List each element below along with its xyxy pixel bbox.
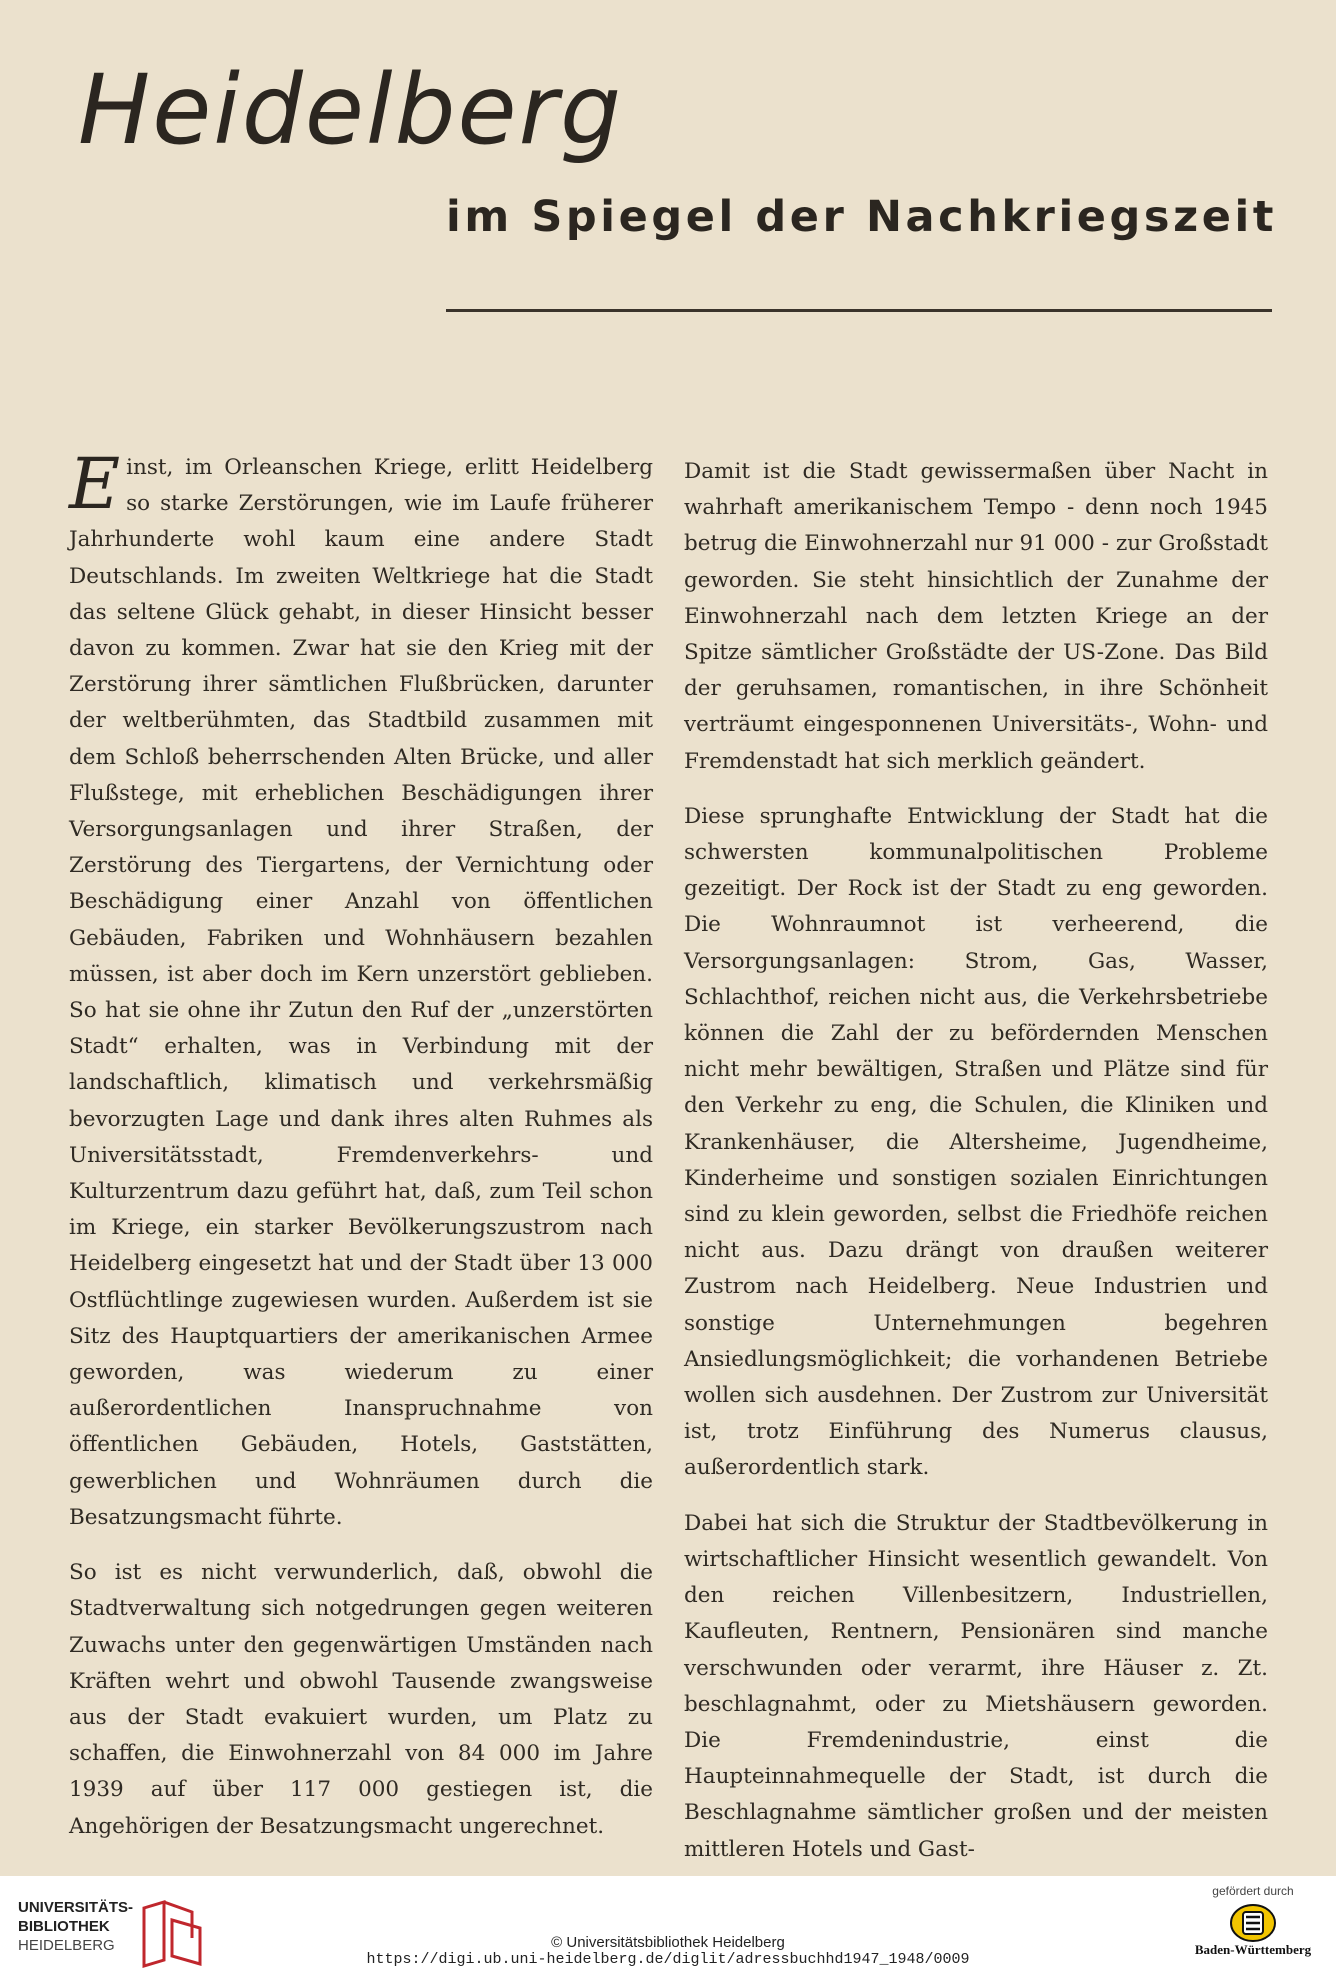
drop-cap: E: [69, 443, 121, 525]
right-column: [684, 454, 1268, 1887]
library-logo-text: UNIVERSITÄTS- BIBLIOTHEK HEIDELBERG: [18, 1899, 134, 1954]
paragraph: Dabei hat sich die Struktur der Stadtbevölkerung in wirtschaftlicher Hinsicht wesentlich gewandelt. Von den reichen Villenbesitzern, Industriellen, Kaufleuten, Rentnern, Pensionären sind manche verschwunden oder verarmt, ihre Häuser z. Zt. beschlagnahmt, oder zu Mietshäusern geworden. Die Fremdenindustrie, einst die Haupteinnahmequelle der Stadt, ist durch die Beschlagnahme sämtlicher großen und der meisten mittleren Hotels und Gast-: [684, 1510, 1268, 1862]
paragraph-text: inst, im Orleanschen Kriege, erlitt Heidelberg so starke Zerstörungen, wie im Laufe früherer Jahrhunderte wohl kaum eine andere Stadt Deutschlands. Im zweiten Weltkriege hat die Stadt das seltene Glück gehabt, in dieser Hinsicht besser davon zu kommen. Zwar hat sie den Krieg mit der Zerstörung ihrer sämtlichen Flußbrücken, darunter der weltberühmten, das Stadtbild zusammen mit dem Schloß beherrschenden Alten Brücke, und aller Flußstege, mit erheblichen Beschädigungen ihrer Versorgungsanlagen und ihrer Straßen, der Zerstörung des Tiergartens, der Vernichtung oder Beschädigung einer Anzahl von öffentlichen Gebäuden, Fabriken und Wohnhäusern bezahlen müssen, ist aber doch im Kern unzerstört geblieben. So hat sie ohne ihr Zutun den Ruf der „unzerstörten Stadt“ erhalten, was in Verbindung mit der landschaftlich, klimatisch und verkehrsmäßig bevorzugten Lage und dank ihres alten Ruhmes als Universitätsstadt, Fremdenverkehrs- und Kulturzentrum dazu geführt hat, daß, zum Teil schon im Kriege, ein starker Bevölkerungszustrom nach Heidelberg eingesetzt hat und der Stadt über 13 000 Ostflüchtlinge zugewiesen wurden. Außerdem ist sie Sitz des Hauptquartiers der amerikanischen Armee geworden, was wiederum zu einer außerordentlichen Inanspruchnahme von öffentlichen Gebäuden, Hotels, Gaststätten, gewerblichen und Wohnräumen durch die Besatzungsmacht führte.: [69, 455, 653, 1530]
sponsor-name: Baden-Württemberg: [1194, 1942, 1312, 1957]
page-subtitle: im Spiegel der Nachkriegszeit: [446, 192, 1278, 242]
copyright-notice: © Universitätsbibliothek Heidelberg: [551, 1934, 785, 1951]
sponsor-block[interactable]: [1188, 1884, 1318, 1958]
baden-wuerttemberg-crest-icon: [1229, 1903, 1277, 1943]
permalink-url[interactable]: https://digi.ub.uni-heidelberg.de/diglit/adressbuchhd1947_1948/0009: [366, 1951, 970, 1968]
sponsor-label: gefördert durch: [1212, 1884, 1294, 1898]
page-title: Heidelberg: [78, 54, 623, 166]
left-column: [69, 443, 653, 1864]
paragraph: So ist es nicht verwunderlich, daß, obwohl die Stadtverwaltung sich notgedrungen gegen weiteren Zuwachs unter den gegenwärtigen Umständen nach Kräften wehrt und obwohl Tausende zwangsweise aus der Stadt evakuiert wurden, um Platz zu schaffen, die Einwohnerzahl von 84 000 im Jahre 1939 auf über 117 000 gestiegen ist, die Angehörigen der Besatzungsmacht ungerechnet.: [69, 1560, 653, 1839]
paragraph: Damit ist die Stadt gewissermaßen über Nacht in wahrhaft amerikanischem Tempo - denn noch 1945 betrug die Einwohnerzahl nur 91 000 - zur Großstadt geworden. Sie steht hinsichtlich der Zunahme der Einwohnerzahl nach dem letzten Kriege an der Spitze sämtlicher Großstädte der US-Zone. Das Bild der geruhsamen, romantischen, in ihre Schönheit verträumt eingesponnenen Universitäts-, Wohn- und Fremdenstadt hat sich merklich geändert.: [684, 459, 1268, 774]
paragraph: [69, 443, 653, 1536]
paragraph: Diese sprunghafte Entwicklung der Stadt hat die schwersten kommunalpolitischen Probleme gezeitigt. Der Rock ist der Stadt zu eng geworden. Die Wohnraumnot ist verheerend, die Versorgungsanlagen: Strom, Gas, Wasser, Schlachthof, reichen nicht aus, die Verkehrsbetriebe können die Zahl der zu befördernden Menschen nicht mehr bewältigen, Straßen und Plätze sind für den Verkehr zu eng, die Schulen, die Kliniken und Krankenhäuser, die Altersheime, Jugendheime, Kinderheime und sonstigen sozialen Einrichtungen sind zu klein geworden, selbst die Friedhöfe reichen nicht aus. Dazu drängt von draußen weiterer Zustrom nach Heidelberg. Neue Industrien und sonstige Unternehmungen begehren Ansiedlungsmöglichkeit; die vorhandenen Betriebe wollen sich ausdehnen. Der Zustrom zur Universität ist, trotz Einführung des Numerus clausus, außerordentlich stark.: [684, 803, 1268, 1481]
viewer-footer: [0, 1876, 1336, 1971]
title-rule: [446, 309, 1272, 312]
